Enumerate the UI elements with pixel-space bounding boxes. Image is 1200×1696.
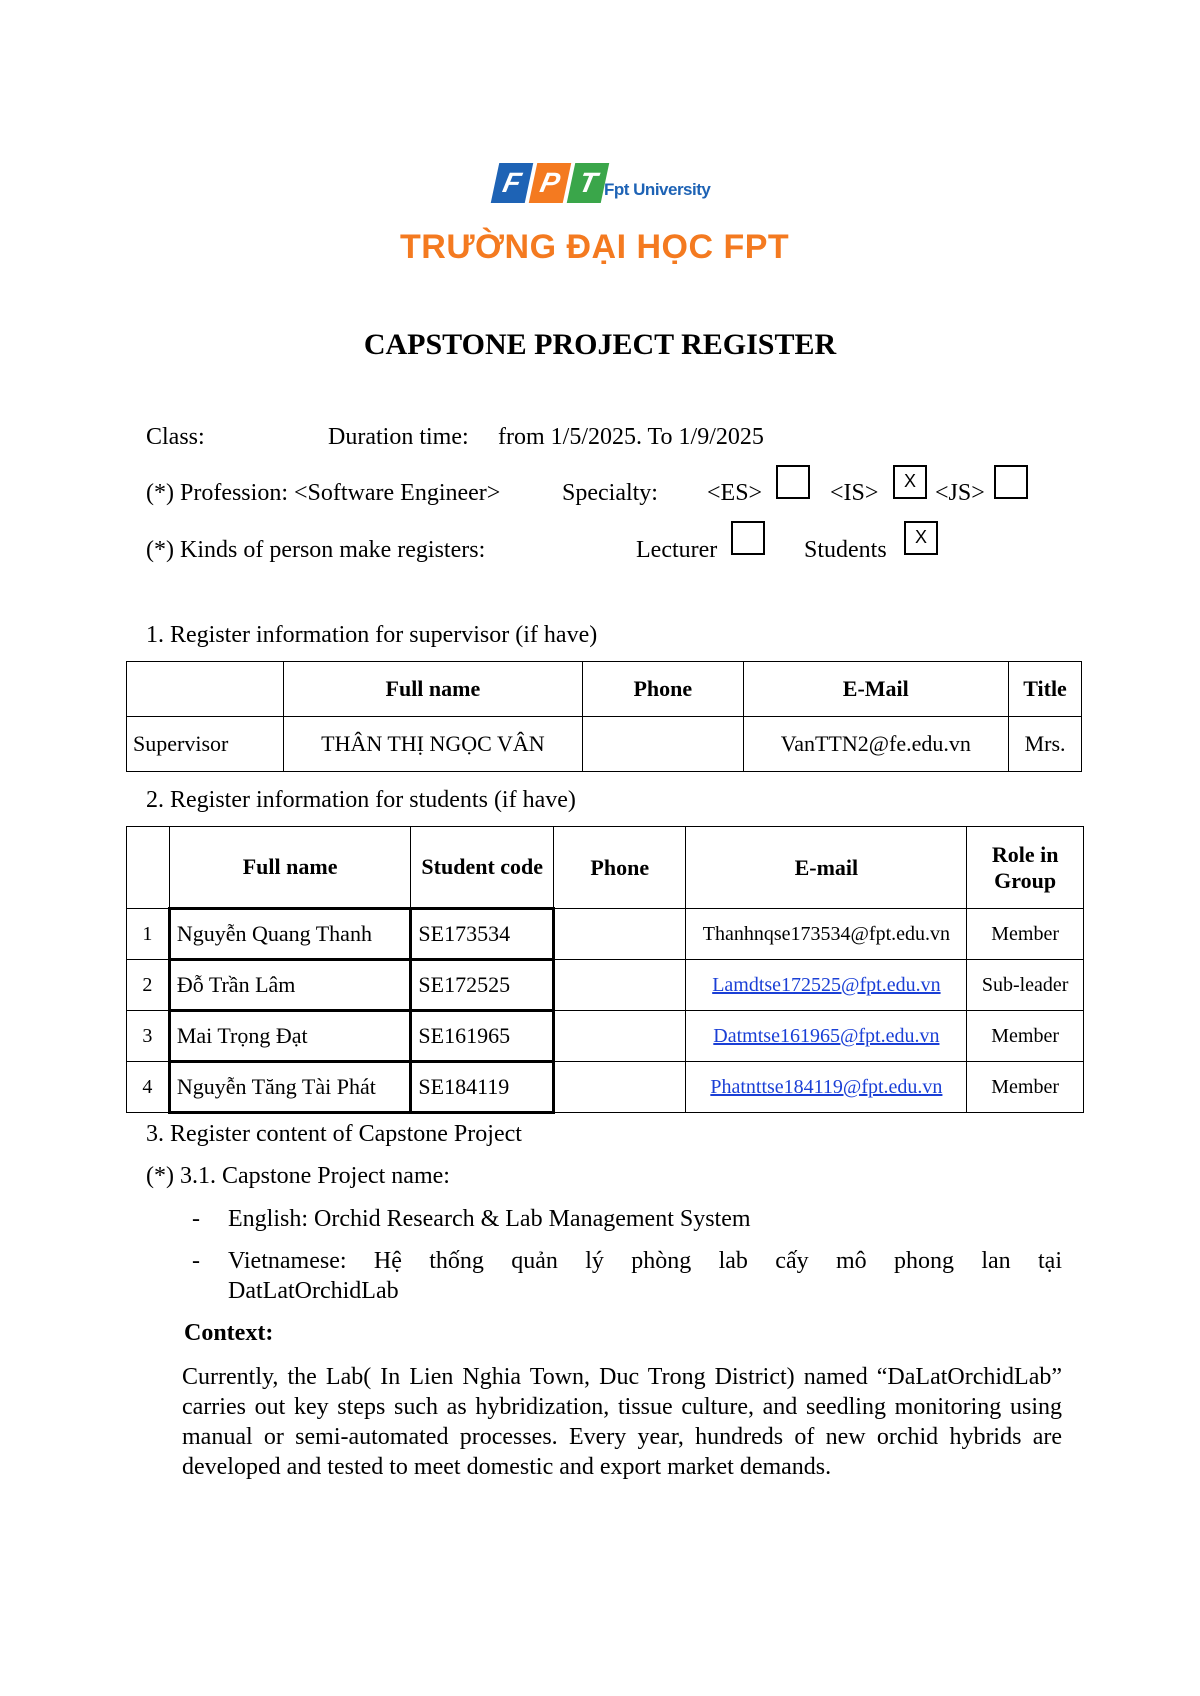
student-role: Member	[967, 1062, 1084, 1113]
supervisor-title: Mrs.	[1009, 717, 1082, 772]
fpt-logo	[495, 163, 605, 203]
section1-heading: 1. Register information for supervisor (if have)	[146, 622, 598, 648]
student-name: Mai Trọng Đạt	[169, 1011, 411, 1062]
supervisor-role: Supervisor	[127, 717, 284, 772]
student-phone	[554, 1011, 686, 1062]
column-header: Full name	[283, 662, 582, 717]
row-number: 3	[127, 1011, 170, 1062]
student-code: SE161965	[411, 1011, 554, 1062]
section2-heading: 2. Register information for students (if have)	[146, 787, 576, 813]
table-row	[127, 960, 1084, 1011]
english-name: English: Orchid Research & Lab Management System	[228, 1206, 751, 1232]
supervisor-email: VanTTN2@fe.edu.vn	[743, 717, 1009, 772]
student-email-link[interactable]: Phatnttse184119@fpt.edu.vn	[710, 1075, 943, 1098]
vietnamese-name-line2: DatLatOrchidLab	[228, 1278, 399, 1304]
profession-text: (*) Profession: <Software Engineer>	[146, 480, 501, 506]
specialty-is-label: <IS>	[830, 480, 879, 506]
column-header: Phone	[554, 827, 686, 909]
supervisor-name: THÂN THỊ NGỌC VÂN	[283, 717, 582, 772]
student-code: SE173534	[411, 909, 554, 960]
class-label: Class:	[146, 424, 205, 450]
table-header-row	[127, 662, 1082, 717]
students-checkbox[interactable]: X	[904, 521, 938, 555]
context-label: Context:	[184, 1320, 274, 1346]
context-paragraph: Currently, the Lab( In Lien Nghia Town, Duc Trong District) named “DaLatOrchidLab” carries out key steps such as hybridization, tissue culture, and seedling monitoring using manual or semi-automated processes. Every year, hundreds of new orchid hybrids are developed and tested to meet domestic and export market demands.	[182, 1364, 1062, 1480]
column-header	[127, 827, 170, 909]
student-name: Nguyễn Quang Thanh	[169, 909, 411, 960]
supervisor-table	[126, 661, 1082, 772]
column-header	[127, 662, 284, 717]
school-name: TRƯỜNG ĐẠI HỌC FPT	[400, 228, 790, 266]
project-name-heading: (*) 3.1. Capstone Project name:	[146, 1163, 450, 1189]
specialty-es-label: <ES>	[707, 480, 763, 506]
specialty-js-checkbox[interactable]	[994, 465, 1028, 499]
student-email-link[interactable]: Datmtse161965@fpt.edu.vn	[713, 1024, 940, 1047]
specialty-es-checkbox[interactable]	[776, 465, 810, 499]
column-header: Role in Group	[967, 827, 1084, 909]
student-email-cell	[686, 1062, 967, 1113]
table-header-row	[127, 827, 1084, 909]
section3-heading: 3. Register content of Capstone Project	[146, 1121, 522, 1147]
row-number: 4	[127, 1062, 170, 1113]
student-phone	[554, 909, 686, 960]
table-row	[127, 1011, 1084, 1062]
column-header: Phone	[583, 662, 743, 717]
duration-label: Duration time:	[328, 424, 469, 450]
bullet-marker: -	[192, 1206, 200, 1232]
specialty-js-label: <JS>	[935, 480, 985, 506]
column-header: E-Mail	[743, 662, 1009, 717]
student-email-cell	[686, 960, 967, 1011]
table-row	[127, 717, 1082, 772]
student-name: Đỗ Trần Lâm	[169, 960, 411, 1011]
student-role: Member	[967, 909, 1084, 960]
table-row	[127, 1062, 1084, 1113]
lecturer-checkbox[interactable]	[731, 521, 765, 555]
student-email-cell	[686, 1011, 967, 1062]
student-phone	[554, 960, 686, 1011]
column-header: Student code	[411, 827, 554, 909]
vietnamese-name-line1: Vietnamese: Hệ thống quản lý phòng lab cấy mô phong lan tại	[228, 1248, 1062, 1274]
column-header: Full name	[169, 827, 411, 909]
specialty-is-checkbox[interactable]: X	[893, 465, 927, 499]
student-phone	[554, 1062, 686, 1113]
specialty-label: Specialty:	[562, 480, 658, 506]
student-name: Nguyễn Tăng Tài Phát	[169, 1062, 411, 1113]
kinds-label: (*) Kinds of person make registers:	[146, 537, 486, 563]
column-header: E-mail	[686, 827, 967, 909]
student-code: SE172525	[411, 960, 554, 1011]
students-label: Students	[804, 537, 887, 563]
page-title: CAPSTONE PROJECT REGISTER	[363, 328, 837, 361]
row-number: 2	[127, 960, 170, 1011]
student-role: Member	[967, 1011, 1084, 1062]
student-email: Thanhnqse173534@fpt.edu.vn	[686, 909, 967, 960]
lecturer-label: Lecturer	[636, 537, 718, 563]
student-email-link[interactable]: Lamdtse172525@fpt.edu.vn	[712, 973, 941, 996]
student-role: Sub-leader	[967, 960, 1084, 1011]
bullet-marker: -	[192, 1248, 200, 1274]
supervisor-phone	[583, 717, 743, 772]
duration-value: from 1/5/2025. To 1/9/2025	[498, 424, 764, 450]
row-number: 1	[127, 909, 170, 960]
students-table	[126, 826, 1084, 1114]
logo-tile-t: T	[567, 163, 610, 203]
logo-tile-f: F	[491, 163, 534, 203]
brand-text: Fpt University	[604, 180, 711, 199]
student-code: SE184119	[411, 1062, 554, 1113]
column-header: Title	[1009, 662, 1082, 717]
logo-tile-p: P	[529, 163, 572, 203]
table-row	[127, 909, 1084, 960]
